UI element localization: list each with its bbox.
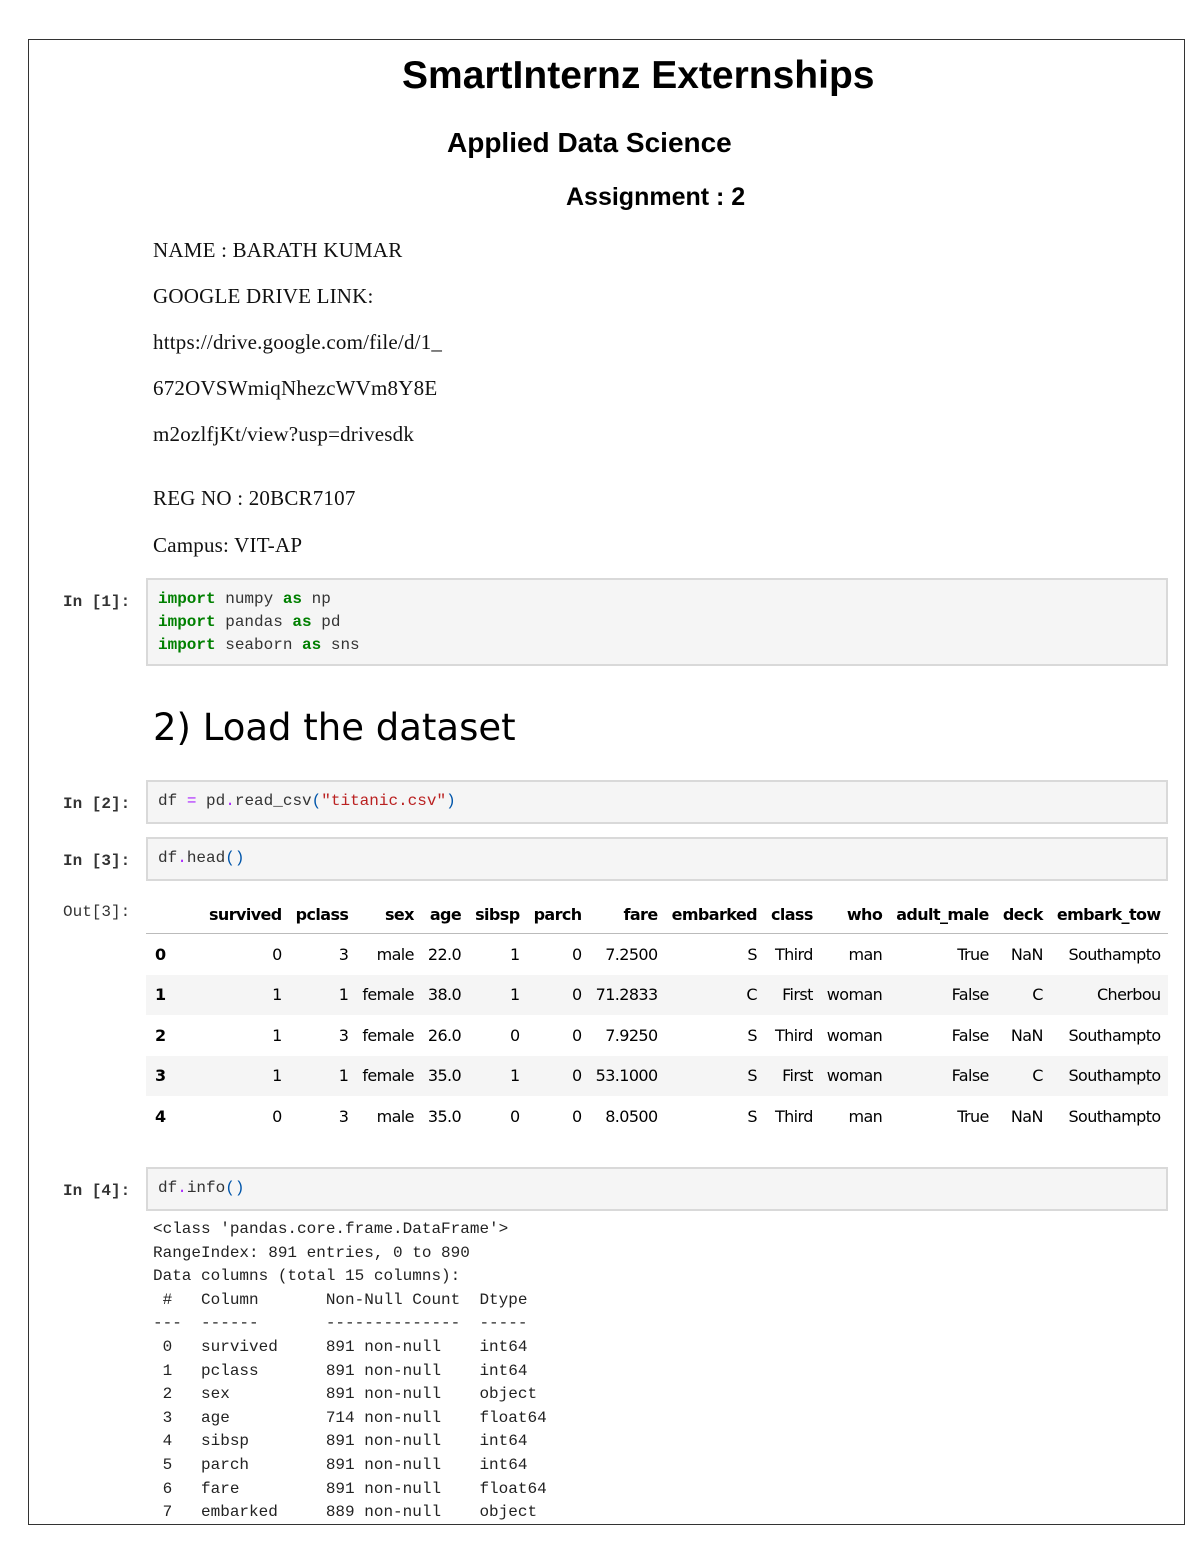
column-header: sex (355, 895, 421, 934)
table-cell: 0 (272, 1106, 282, 1126)
table-cell: 0 (527, 1056, 589, 1097)
info-line: RangeIndex: 891 entries, 0 to 890 (153, 1243, 470, 1262)
table-cell: 38.0 (421, 975, 468, 1016)
table-cell: 71.2833 (589, 975, 665, 1016)
table-cell: 1 (468, 1056, 526, 1097)
table-row (146, 934, 1168, 975)
table-cell: Southampto (1068, 1025, 1161, 1045)
table-cell: 3 (338, 1025, 349, 1045)
table-cell: Cherbou (1050, 975, 1168, 1016)
table-cell: 3 (338, 1106, 349, 1126)
table-cell: 0 (509, 1025, 520, 1045)
row-index: 3 (146, 1056, 202, 1097)
table-cell: 26.0 (427, 1025, 462, 1045)
code-info[interactable]: df.info() (158, 1179, 245, 1197)
info-line: 1 pclass 891 non-null int64 (153, 1361, 547, 1380)
table-cell: 1 (202, 975, 289, 1016)
table-cell: male (376, 944, 414, 964)
table-cell: man (848, 1106, 883, 1126)
column-header: age (421, 895, 468, 934)
drive-link-line-1[interactable]: https://drive.google.com/file/d/1_ (153, 330, 443, 354)
table-cell: 1 (468, 975, 526, 1016)
table-cell: Third (774, 1106, 813, 1126)
student-name: NAME : BARATH KUMAR (153, 238, 403, 262)
table-cell: 8.0500 (605, 1106, 658, 1126)
page-subtitle: Applied Data Science (447, 127, 732, 158)
table-cell: Third (774, 944, 813, 964)
column-header: parch (527, 895, 589, 934)
table-cell: 1 (289, 1056, 356, 1097)
info-line: 4 sibsp 891 non-null int64 (153, 1432, 547, 1451)
code-cell-imports[interactable] (146, 578, 1168, 666)
table-row (146, 975, 1168, 1016)
table-cell: False (889, 1056, 996, 1097)
info-line: Data columns (total 15 columns): (153, 1267, 461, 1286)
info-line: # Column Non-Null Count Dtype (153, 1290, 547, 1309)
column-header-index (146, 895, 202, 934)
table-cell: woman (820, 975, 889, 1016)
column-header: embarked (665, 895, 764, 934)
table-cell: First (764, 1056, 820, 1097)
table-cell: woman (826, 1025, 883, 1045)
column-header: who (820, 895, 889, 934)
code-read-csv[interactable]: df = pd.read_csv("titanic.csv") (158, 792, 456, 810)
table-cell: Third (774, 1025, 813, 1045)
table-cell: female (355, 1056, 421, 1097)
table-cell: 0 (572, 944, 582, 964)
table-cell: 53.1000 (589, 1056, 665, 1097)
info-line: 3 age 714 non-null float64 (153, 1408, 547, 1427)
table-cell: C (996, 975, 1050, 1016)
drive-link-label: GOOGLE DRIVE LINK: (153, 284, 374, 308)
column-header: survived (202, 895, 289, 934)
row-index: 1 (146, 975, 202, 1016)
row-index: 0 (155, 944, 166, 964)
table-cell: S (747, 1106, 757, 1126)
table-cell: female (355, 975, 421, 1016)
info-line: <class 'pandas.core.frame.DataFrame'> (153, 1220, 509, 1238)
column-header: deck (996, 895, 1050, 934)
code-cell-info[interactable] (146, 1167, 1168, 1211)
code-imports[interactable]: import numpy as np import pandas as pd import seaborn as sns (158, 590, 360, 654)
table-cell: 0 (527, 975, 589, 1016)
table-cell: S (665, 1056, 764, 1097)
table-cell: NaN (1010, 1106, 1043, 1126)
column-header: embark_tow (1050, 895, 1168, 934)
table-cell: C (996, 1056, 1050, 1097)
cell-prompt-in4: In [4]: (63, 1182, 131, 1200)
campus: Campus: VIT-AP (153, 533, 303, 557)
table-cell: Southampto (1068, 944, 1161, 964)
table-cell: 3 (338, 944, 349, 964)
table-cell: NaN (1010, 1025, 1043, 1045)
table-cell: 0 (572, 1106, 582, 1126)
info-line: --- ------ -------------- ----- (153, 1314, 547, 1333)
info-line: 7 embarked 889 non-null object (153, 1503, 547, 1522)
table-row (146, 1096, 1168, 1137)
table-cell: 1 (202, 1056, 289, 1097)
info-line: 5 parch 891 non-null int64 (153, 1455, 547, 1474)
section-heading-load-dataset: 2) Load the dataset (153, 706, 516, 749)
cell-prompt-in1: In [1]: (63, 593, 131, 611)
column-header: adult_male (889, 895, 996, 934)
table-cell: True (957, 944, 989, 964)
info-line: 6 fare 891 non-null float64 (153, 1479, 547, 1498)
page-title: SmartInternz Externships (402, 54, 875, 97)
info-line: 2 sex 891 non-null object (153, 1385, 547, 1404)
info-output (153, 1218, 547, 1525)
table-cell: 22.0 (427, 944, 462, 964)
table-cell: 0 (572, 1025, 582, 1045)
cell-prompt-in2: In [2]: (63, 795, 131, 813)
table-row (146, 1015, 1168, 1056)
table-cell: First (764, 975, 820, 1016)
table-cell: Southampto (1050, 1056, 1168, 1097)
column-header: pclass (289, 895, 356, 934)
row-index: 4 (155, 1106, 166, 1126)
table-cell: False (951, 1025, 989, 1045)
table-cell: 35.0 (427, 1106, 462, 1126)
table-cell: 7.2500 (605, 944, 658, 964)
column-header: fare (589, 895, 665, 934)
dataframe-head-table (146, 895, 1168, 1137)
row-index: 2 (155, 1025, 166, 1045)
drive-link-line-3[interactable]: m2ozlfjKt/view?usp=drivesdk (153, 422, 415, 446)
table-cell: woman (820, 1056, 889, 1097)
table-cell: female (362, 1025, 414, 1045)
info-line: 0 survived 891 non-null int64 (153, 1337, 547, 1356)
column-header: class (764, 895, 820, 934)
cell-prompt-in3: In [3]: (63, 852, 131, 870)
table-cell: 1 (272, 1025, 282, 1045)
table-cell: 7.9250 (605, 1025, 658, 1045)
code-cell-read-csv[interactable] (146, 780, 1168, 824)
assignment-label: Assignment : 2 (566, 183, 746, 211)
table-cell: NaN (1010, 944, 1043, 964)
table-header-row (146, 895, 1168, 934)
table-cell: 0 (272, 944, 282, 964)
table-cell: male (376, 1106, 414, 1126)
table-cell: 35.0 (421, 1056, 468, 1097)
table-cell: True (957, 1106, 989, 1126)
code-head[interactable]: df.head() (158, 849, 245, 867)
table-cell: S (747, 1025, 757, 1045)
table-cell: C (665, 975, 764, 1016)
table-cell: 1 (509, 944, 520, 964)
notebook-page (28, 39, 1185, 1525)
table-cell: man (848, 944, 883, 964)
table-cell: Southampto (1068, 1106, 1161, 1126)
table-row (146, 1056, 1168, 1097)
reg-number: REG NO : 20BCR7107 (153, 486, 356, 510)
table-cell: 0 (509, 1106, 520, 1126)
table-cell: 1 (289, 975, 356, 1016)
drive-link-line-2[interactable]: 672OVSWmiqNhezcWVm8Y8E (153, 376, 438, 400)
table-cell: False (889, 975, 996, 1016)
cell-prompt-out3: Out[3]: (63, 903, 131, 921)
column-header: sibsp (468, 895, 526, 934)
code-cell-head[interactable] (146, 837, 1168, 881)
table-cell: S (747, 944, 757, 964)
